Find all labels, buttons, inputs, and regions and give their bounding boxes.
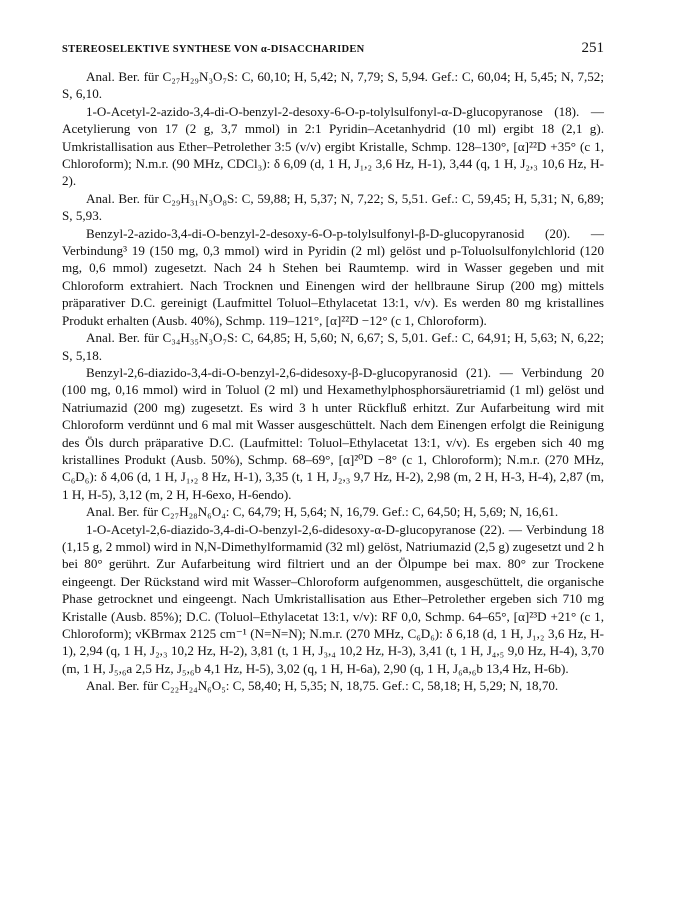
page-header xyxy=(62,40,604,66)
analysis-paragraph: Anal. Ber. für C₂₂H₂₄N₆O₅: C, 58,40; H, 5,35; N, 18,75. Gef.: C, 58,18; H, 5,29; N, 18,70. xyxy=(86,678,559,694)
compound-22-procedure: 1-O-Acetyl-2,6-diazido-3,4-di-O-benzyl-2,6-didesoxy-α-D-glucopyranose (22). — Verbindung 18 (1,15 g, 2 mmol) wird in N,N-Dimethylformamid (32 ml) gelöst, Natriumazid (2,5 g) zugesetzt und 2 h bei 80° gerührt. Zur Aufarbeitung wird filtriert und an der Ölpumpe bei max. 80° zur Trockene eingeengt. Der Rückstand wird mit Wasser–Chloroform aufgenommen, ausgeschüttelt, die organische Phase getrocknet und eingeengt. Nach Umkristallisation aus Ether–Petrolether ergeben sich 710 mg Kristalle (Ausb. 85%); D.C. (Toluol–Ethylacetat 13:1, v/v): RF 0,0, Schmp. 64–65°, [α]²³D +21° (c 1, Chloroform); νKBrmax 2125 cm⁻¹ (N=N=N); N.m.r. (270 MHz, C₆D₆): δ 6,18 (d, 1 H, J₁,₂ 3,6 Hz, H-1), 2,94 (q, 1 H, J₂,₃ 10,2 Hz, H-2), 3,81 (t, 1 H, J₃,₄ 10,2 Hz, H-3), 3,41 (t, 1 H, J₄,₅ 9,0 Hz, H-4), 3,70 (m, 1 H, J₅,₆a 2,5 Hz, J₅,₆b 4,1 Hz, H-5), 3,02 (q, 1 H, H-6a), 2,90 (q, 1 H, J₆a,₆b 13,4 Hz, H-6b). xyxy=(62,521,604,676)
compound-21-procedure: Benzyl-2,6-diazido-3,4-di-O-benzyl-2,6-didesoxy-β-D-glucopyranosid (21). — Verbindung 20 (100 mg, 0,16 mmol) wird in Toluol (2 ml) und Hexamethylphosphorsäuretriamid (1 ml) gelöst und Natriumazid (200 mg) zugesetzt. Es wird 3 h unter Rückfluß erhitzt. Zur Aufarbeitung wird mit Chloroform verdünnt und 6 mal mit Wasser ausgeschüttelt. Nach dem Einengen erfolgt die Reinigung des Öls durch präparative D.C. (Laufmittel: Toluol–Ethylacetat 13:1, v/v). Es ergeben sich 40 mg kristallines Produkt (Ausb. 50%), Schmp. 68–69°, [α]²⁰D −8° (c 1, Chloroform); N.m.r. (270 MHz, C₆D₆): δ 4,06 (d, 1 H, J₁,₂ 8 Hz, H-1), 3,35 (t, 1 H, J₂,₃ 9,7 Hz, H-2), 2,98 (m, 2 H, H-3, H-4), 2,87 (m, 1 H, H-5), 3,12 (m, 2 H, H-6exo, H-6endo). xyxy=(62,364,604,502)
compound-20-procedure: Benzyl-2-azido-3,4-di-O-benzyl-2-desoxy-6-O-p-tolylsulfonyl-β-D-glucopyranosid (20). — Verbindung³ 19 (150 mg, 0,3 mmol) wird in Pyridin (2 ml) gelöst und p-Toluolsulfonylchlorid (120 mg, 0,6 mmol) zugesetzt. Nach 24 h Stehen bei Raumtemp. wird in Wasser gegeben und mit Chloroform extrahiert. Nach Trocknen und Einengen wird der hellbraune Sirup (200 mg) mittels präparativer D.C. gereinigt (Laufmittel Toluol–Ethylacetat 13:1, v/v). Es werden 80 mg kristallines Produkt erhalten (Ausb. 40%), Schmp. 119–121°, [α]²²D −12° (c 1, Chloroform). xyxy=(62,225,604,328)
running-title: STEREOSELEKTIVE SYNTHESE VON α-DISACCHARIDEN xyxy=(62,44,365,55)
analysis-paragraph: Anal. Ber. für C₃₄H₃₅N₃O₇S: C, 64,85; H, 5,60; N, 6,67; S, 5,01. Gef.: C, 64,91; H, 5,63; N, 6,22; S, 5,18. xyxy=(62,330,604,363)
compound-18-procedure: 1-O-Acetyl-2-azido-3,4-di-O-benzyl-2-desoxy-6-O-p-tolylsulfonyl-α-D-glucopyranose (18). — Acetylierung von 17 (2 g, 3,7 mmol) in 2:1 Pyridin–Acetanhydrid (10 ml) ergibt 18 (2,1 g). Umkristallisation aus Ether–Petrolether 3:5 (v/v) ergibt Kristalle, Schmp. 128–130°, [α]²²D +35° (c 1, Chloroform); N.m.r. (90 MHz, CDCl₃): δ 6,09 (d, 1 H, J₁,₂ 3,6 Hz, H-1), 3,44 (q, 1 H, J₂,₃ 10,6 Hz, H-2). xyxy=(62,103,604,189)
analysis-paragraph: Anal. Ber. für C₂₉H₃₁N₃O₈S: C, 59,88; H, 5,37; N, 7,22; S, 5,51. Gef.: C, 59,45; H, 5,31; N, 6,89; S, 5,93. xyxy=(62,190,604,224)
analysis-paragraph: Anal. Ber. für C₂₇H₂₉N₃O₇S: C, 60,10; H, 5,42; N, 7,79; S, 5,94. Gef.: C, 60,04; H, 5,45; N, 7,52; S, 6,10. xyxy=(62,69,604,102)
analysis-paragraph: Anal. Ber. für C₂₇H₂₈N₆O₄: C, 64,79; H, 5,64; N, 16,79. Gef.: C, 64,50; H, 5,69; N, 16,61. xyxy=(86,504,559,520)
page-number: 251 xyxy=(581,40,604,56)
